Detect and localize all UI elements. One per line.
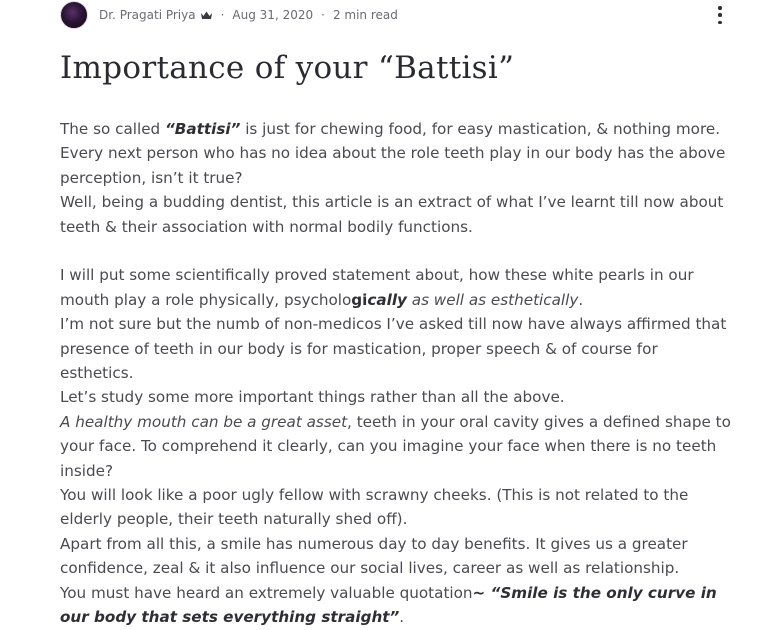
meta-separator: · xyxy=(321,8,325,22)
paragraph-text: is just for chewing food, for easy mastication, & nothing more. Every next person who has no idea about the role teeth play in our body has the above perception, isn’t it true? xyxy=(60,120,726,187)
more-vertical-icon[interactable] xyxy=(712,6,728,24)
emphasis-bold: gi xyxy=(351,290,368,309)
post-body xyxy=(60,117,732,630)
paragraph: I’m not sure but the numb of non-medicos I’ve asked till now have always affirmed that presence of teeth in our body is for mastication, proper speech & of course for esthetics. xyxy=(60,315,727,383)
menu-dot xyxy=(718,6,722,10)
paragraph xyxy=(60,117,732,190)
paragraph-text: The so called xyxy=(60,120,166,138)
paragraph xyxy=(60,410,732,483)
crown-icon xyxy=(200,10,213,20)
emphasis-italic: A healthy mouth can be a great asset xyxy=(60,412,348,431)
paragraph-text: , teeth in your oral cavity gives a defined shape to your face. To comprehend it clearly, can you imagine your face when there is no teeth inside? xyxy=(60,412,731,480)
post-meta-bar xyxy=(60,0,728,30)
paragraph-text: I will put some scientifically proved statement about, how these white pearls in our mouth play a role physically, psycholo xyxy=(60,266,694,309)
paragraph: Apart from all this, a smile has numerous day to day benefits. It gives us a greater confidence, zeal & it also influence our social lives, career as well as relationship. xyxy=(60,534,688,578)
smile-quotation: “Smile is the only curve in our body that sets everything straight” xyxy=(60,583,717,627)
meta-separator: · xyxy=(220,8,225,22)
tilde: ~ xyxy=(472,583,491,602)
paragraph: Let’s study some more important things rather than all the above. xyxy=(60,388,565,407)
paragraph xyxy=(60,263,732,312)
battisi-emphasis: “Battisi” xyxy=(165,120,241,138)
read-time: 2 min read xyxy=(332,8,398,22)
emphasis-bold-italic: cally xyxy=(367,290,407,309)
paragraph: Well, being a budding dentist, this article is an extract of what I’ve learnt till now about teeth & their association with normal bodily functions. xyxy=(60,193,724,236)
post-title: Importance of your “Battisi” xyxy=(60,50,515,86)
author-name[interactable]: Dr. Pragati Priya xyxy=(99,8,196,22)
menu-dot xyxy=(718,13,722,17)
menu-dot xyxy=(718,21,722,25)
emphasis-italic: as well as esthetically xyxy=(406,290,579,309)
paragraph-text: You must have heard an extremely valuable quotation xyxy=(60,583,473,602)
paragraph-gap xyxy=(60,239,732,263)
paragraph xyxy=(60,581,732,630)
paragraph: You will look like a poor ugly fellow with scrawny cheeks. (This is not related to the elderly people, their teeth naturally shed off). xyxy=(60,486,689,529)
post-date: Aug 31, 2020 xyxy=(232,8,314,22)
author-avatar[interactable] xyxy=(60,1,88,29)
paragraph-text: . xyxy=(578,290,584,309)
paragraph-text: . xyxy=(399,608,405,627)
